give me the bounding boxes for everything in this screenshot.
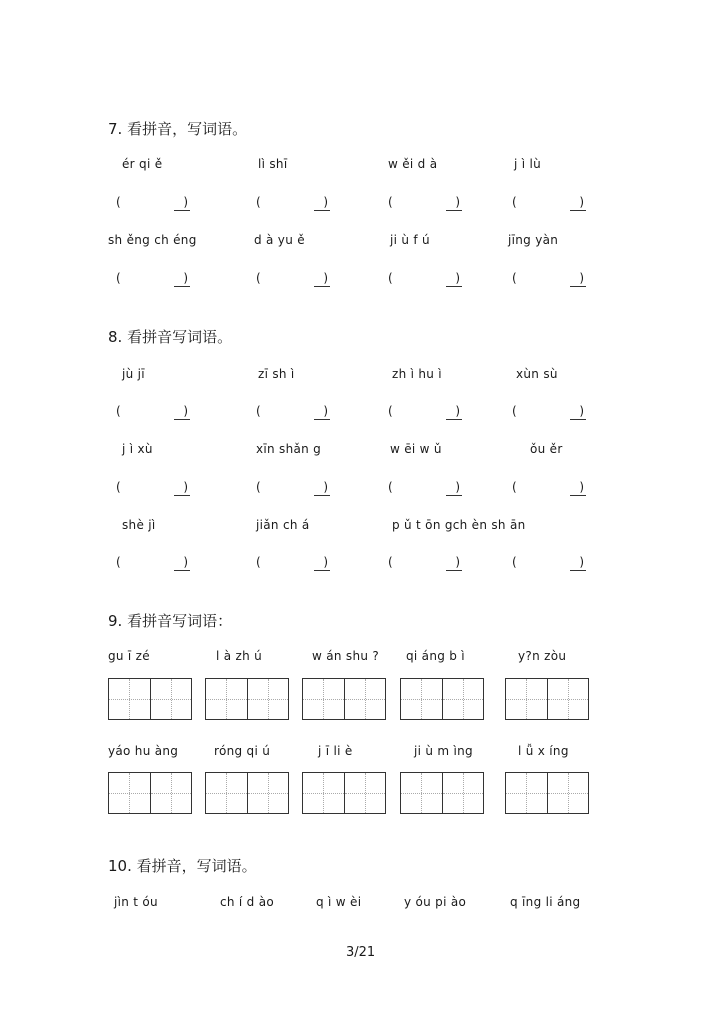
section-10-title: 10. 看拼音，写词语。 (108, 857, 257, 875)
writing-grid[interactable] (400, 772, 484, 814)
pinyin-7-6: d à yu ě (254, 233, 305, 247)
writing-grid[interactable] (400, 678, 484, 720)
pinyin-9-1: gu ī zé (108, 649, 150, 663)
pinyin-9-9: ji ù m ìng (414, 744, 473, 758)
answer-blank[interactable]: ( ) (512, 555, 584, 569)
pinyin-8-9: shè jì (122, 518, 156, 532)
answer-blank[interactable]: ( ) (256, 480, 328, 494)
answer-blank[interactable]: ( ) (388, 555, 460, 569)
pinyin-10-1: jìn t óu (114, 895, 158, 909)
pinyin-7-5: sh ěng ch éng (108, 233, 197, 247)
pinyin-9-3: w án shu ? (312, 649, 380, 663)
pinyin-8-10: jiǎn ch á (256, 518, 310, 532)
pinyin-10-3: q ì w èi (316, 895, 362, 909)
writing-grid[interactable] (505, 678, 589, 720)
answer-blank[interactable]: ( ) (388, 480, 460, 494)
pinyin-10-5: q īng li áng (510, 895, 581, 909)
section-8-title: 8. 看拼音写词语。 (108, 328, 233, 346)
pinyin-8-1: jù jī (122, 367, 145, 381)
answer-blank[interactable]: ( ) (512, 195, 584, 209)
writing-grid[interactable] (205, 678, 289, 720)
answer-blank[interactable]: ( ) (116, 404, 188, 418)
writing-grid[interactable] (302, 772, 386, 814)
pinyin-7-4: j ì lù (514, 157, 542, 171)
pinyin-8-2: zī sh ì (258, 367, 295, 381)
pinyin-8-4: xùn sù (516, 367, 558, 381)
answer-blank[interactable]: ( ) (256, 195, 328, 209)
pinyin-7-8: jīng yàn (508, 233, 559, 247)
page-number: 3/21 (346, 945, 376, 960)
pinyin-7-7: ji ù f ú (390, 233, 430, 247)
pinyin-9-5: y?n zòu (518, 649, 567, 663)
pinyin-8-5: j ì xù (122, 442, 153, 456)
pinyin-9-7: róng qi ú (214, 744, 271, 758)
answer-blank[interactable]: ( ) (256, 271, 328, 285)
writing-grid[interactable] (505, 772, 589, 814)
pinyin-10-4: y óu pi ào (404, 895, 467, 909)
pinyin-9-10: l ǚ x íng (518, 744, 569, 758)
section-7-title: 7. 看拼音，写词语。 (108, 120, 248, 138)
answer-blank[interactable]: ( ) (512, 480, 584, 494)
answer-blank[interactable]: ( ) (388, 271, 460, 285)
answer-blank[interactable]: ( ) (512, 271, 584, 285)
pinyin-9-2: l à zh ú (216, 649, 263, 663)
pinyin-7-1: ér qi ě (122, 157, 163, 171)
answer-blank[interactable]: ( ) (116, 195, 188, 209)
answer-blank[interactable]: ( ) (116, 271, 188, 285)
pinyin-9-4: qi áng b ì (406, 649, 465, 663)
answer-blank[interactable]: ( ) (116, 480, 188, 494)
section-9-title: 9. 看拼音写词语： (108, 612, 233, 630)
answer-blank[interactable]: ( ) (256, 555, 328, 569)
pinyin-7-3: w ěi d à (388, 157, 438, 171)
pinyin-9-6: yáo hu àng (108, 744, 179, 758)
answer-blank[interactable]: ( ) (512, 404, 584, 418)
pinyin-7-2: lì shī (258, 157, 288, 171)
pinyin-8-6: xīn shǎn g (256, 442, 322, 456)
pinyin-8-11: p ǔ t ōn gch èn sh ān (392, 518, 526, 532)
answer-blank[interactable]: ( ) (116, 555, 188, 569)
pinyin-8-8: ǒu ěr (530, 442, 563, 456)
writing-grid[interactable] (302, 678, 386, 720)
writing-grid[interactable] (205, 772, 289, 814)
writing-grid[interactable] (108, 772, 192, 814)
pinyin-10-2: ch í d ào (220, 895, 274, 909)
pinyin-8-7: w ēi w ǔ (390, 442, 442, 456)
answer-blank[interactable]: ( ) (388, 195, 460, 209)
writing-grid[interactable] (108, 678, 192, 720)
pinyin-8-3: zh ì hu ì (392, 367, 442, 381)
answer-blank[interactable]: ( ) (388, 404, 460, 418)
answer-blank[interactable]: ( ) (256, 404, 328, 418)
pinyin-9-8: j ī li è (318, 744, 353, 758)
